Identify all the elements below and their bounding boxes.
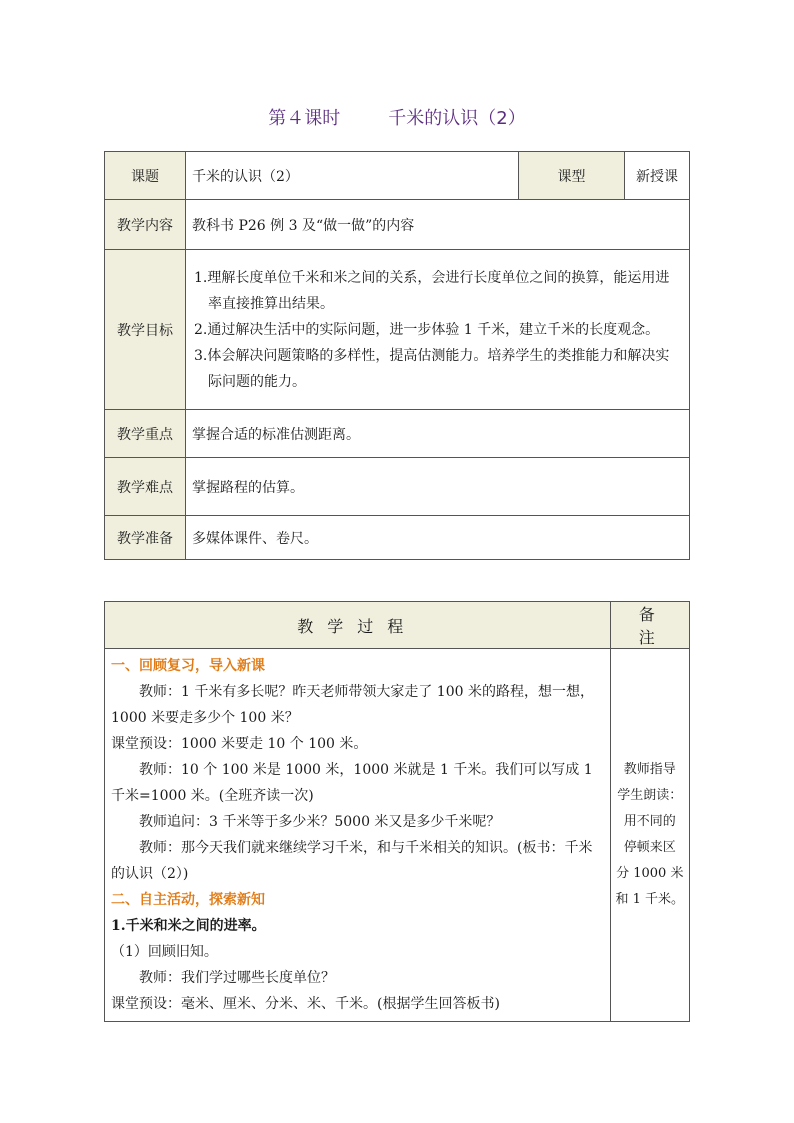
section-heading: 二、自主活动，探索新知 — [111, 892, 265, 908]
prep-label: 教学准备 — [105, 516, 186, 560]
note-line: 学生朗读： — [617, 788, 683, 803]
process-paragraph: 教师：1 千米有多长呢？昨天老师带领大家走了 100 米的路程，想一想，1000 米要走多少个 100 米？ — [111, 684, 594, 726]
teaching-process-table — [104, 601, 690, 1022]
process-paragraph: 课堂预设：1000 米要走 10 个 100 米。 — [111, 736, 368, 752]
row-subject — [105, 152, 690, 200]
subject-label: 课题 — [105, 152, 186, 200]
row-goals — [105, 250, 690, 410]
key-value: 掌握合适的标准估测距离。 — [186, 410, 690, 458]
content-value: 教科书 P26 例 3 及“做一做”的内容 — [186, 200, 690, 250]
lesson-info-table — [104, 151, 690, 560]
row-preparation — [105, 516, 690, 560]
section-heading: 一、回顾复习，导入新课 — [111, 658, 265, 674]
sub-heading: 1.千米和米之间的进率。 — [111, 918, 266, 934]
notes-content — [610, 649, 689, 1022]
goal-item: 1.理解长度单位千米和米之间的关系，会进行长度单位之间的换算，能运用进率直接推算出结果。 — [194, 269, 670, 312]
row-difficulty — [105, 458, 690, 516]
content-label: 教学内容 — [105, 200, 186, 250]
process-paragraph: 教师追问：3 千米等于多少米？5000 米又是多少千米呢？ — [139, 814, 501, 830]
process-paragraph: （1）回顾旧知。 — [111, 944, 218, 960]
difficulty-label: 教学难点 — [105, 458, 186, 516]
goals-label: 教学目标 — [105, 250, 186, 410]
lesson-number: 第４课时 — [268, 108, 341, 129]
process-paragraph: 课堂预设：毫米、厘米、分米、米、千米。(根据学生回答板书) — [111, 996, 500, 1012]
process-paragraph: 教师：那今天我们就来继续学习千米，和与千米相关的知识。(板书：千米的认识（2）) — [111, 840, 593, 882]
process-header-row — [105, 602, 690, 649]
row-key-points — [105, 410, 690, 458]
process-paragraph: 教师：10 个 100 米是 1000 米，1000 米就是 1 千米。我们可以写成 1 千米=1000 米。(全班齐读一次) — [111, 762, 593, 804]
lesson-topic: 千米的认识（2） — [388, 108, 526, 129]
process-header: 教学过程 — [105, 602, 611, 649]
type-label: 课型 — [519, 152, 625, 200]
note-line: 和 1 千米。 — [615, 892, 685, 907]
process-content — [105, 649, 611, 1022]
note-line: 分 1000 米 — [616, 866, 684, 881]
goal-item: 2.通过解决生活中的实际问题，进一步体验 1 千米，建立千米的长度观念。 — [194, 321, 660, 338]
process-body-row — [105, 649, 690, 1022]
process-paragraph: 教师：我们学过哪些长度单位？ — [139, 970, 335, 986]
note-line: 教师指导 — [623, 762, 676, 777]
notes-header: 备注 — [610, 602, 689, 649]
note-line: 用不同的 — [623, 814, 676, 829]
prep-value: 多媒体课件、卷尺。 — [186, 516, 690, 560]
goal-item: 3.体会解决问题策略的多样性，提高估测能力。培养学生的类推能力和解决实际问题的能力。 — [194, 347, 670, 390]
goals-list — [186, 250, 690, 410]
key-label: 教学重点 — [105, 410, 186, 458]
difficulty-value: 掌握路程的估算。 — [186, 458, 690, 516]
page-title — [0, 104, 794, 130]
note-line: 停顿来区 — [623, 840, 676, 855]
subject-value: 千米的认识（2） — [186, 152, 519, 200]
row-content — [105, 200, 690, 250]
type-value: 新授课 — [625, 152, 690, 200]
